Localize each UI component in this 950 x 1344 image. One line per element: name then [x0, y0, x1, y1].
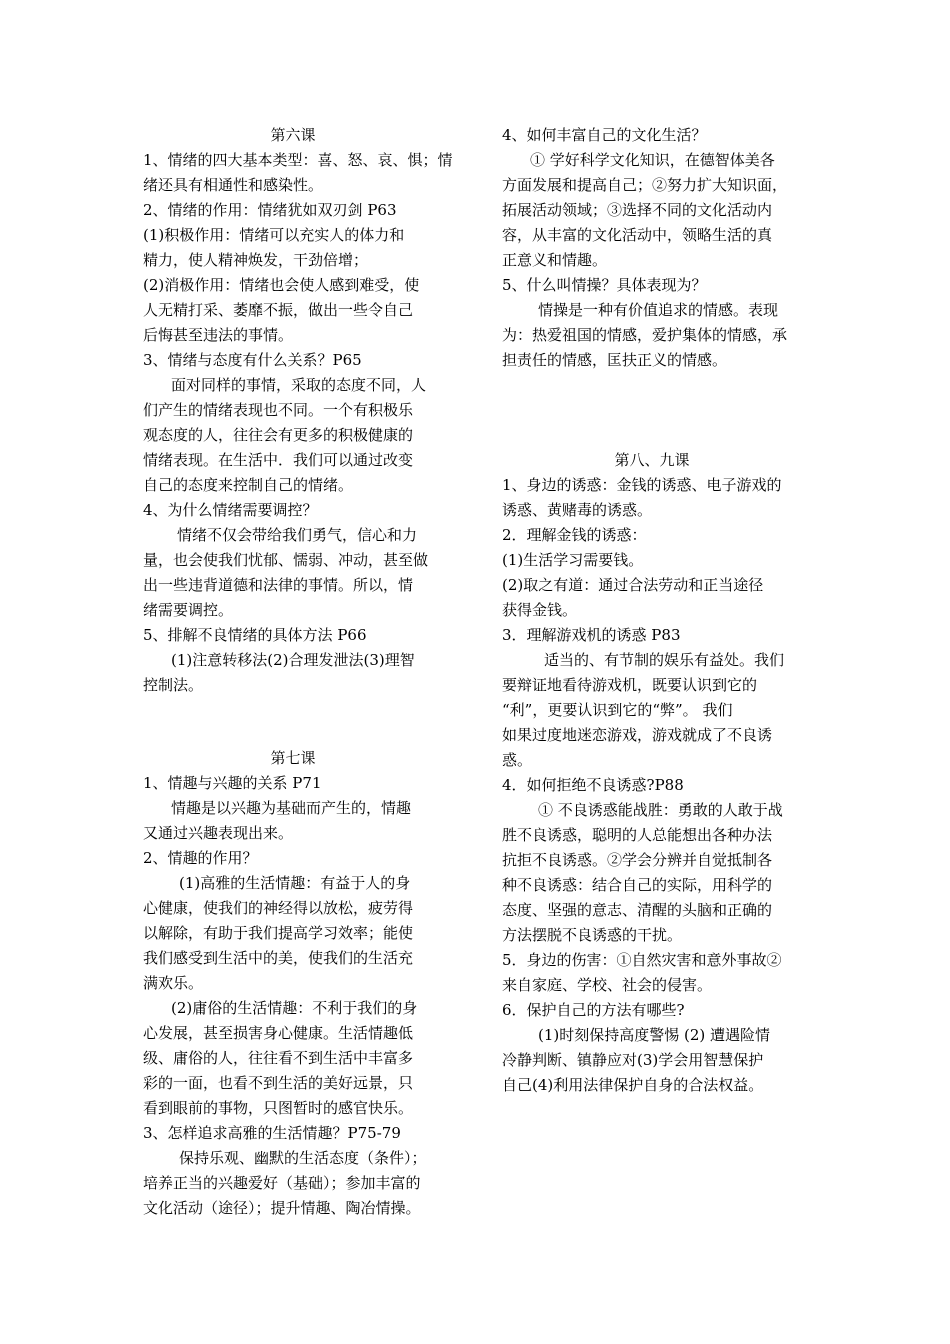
text-line: “利”，更要认识到它的“弊”。 我们: [502, 701, 733, 719]
text-line: 4、为什么情绪需要调控？: [143, 501, 318, 519]
text-line: 6．保护自己的方法有哪些?: [502, 1001, 685, 1019]
text-line: 4、如何丰富自己的文化生活？: [502, 126, 707, 144]
text-line: (2)庸俗的生活情趣：不利于我们的身: [171, 999, 418, 1017]
text-line: 满欢乐。: [143, 974, 204, 992]
text-line: 要辩证地看待游戏机，既要认识到它的: [502, 676, 758, 694]
text-line: 自己的态度来控制自己的情绪。: [143, 476, 354, 494]
text-line: 量，也会使我们忧郁、懦弱、冲动，甚至做: [143, 551, 429, 569]
text-line: 方面发展和提高自己；②努力扩大知识面，: [502, 176, 788, 194]
text-line: 情操是一种有价值追求的情感。表现: [538, 301, 779, 319]
text-line: 我们感受到生活中的美，使我们的生活充: [143, 949, 414, 967]
text-line: 4．如何拒绝不良诱惑?P88: [502, 776, 684, 794]
text-line: (2)取之有道：通过合法劳动和正当途径: [502, 576, 764, 594]
text-line: 精力，使人精神焕发，干劲倍增；: [143, 251, 369, 269]
text-line: (1)时刻保持高度警惕 (2) 遭遇险情: [538, 1026, 771, 1044]
text-line: 冷静判断、镇静应对(3)学会用智慧保护: [502, 1051, 764, 1069]
text-line: 1、情绪的四大基本类型：喜、怒、哀、惧；情: [143, 151, 453, 169]
text-line: 出一些违背道德和法律的事情。所以，情: [143, 576, 414, 594]
text-line: 2、情趣的作用？: [143, 849, 258, 867]
text-line: 们产生的情绪表现也不同。一个有积极乐: [143, 401, 414, 419]
text-line: 为：热爱祖国的情感，爱护集体的情感，承: [502, 326, 788, 344]
text-line: 又通过兴趣表现出来。: [143, 824, 294, 842]
text-line: 绪还具有相通性和感染性。: [143, 176, 324, 194]
text-line: 种不良诱惑：结合自己的实际，用科学的: [502, 876, 773, 894]
lesson-6-title: 第六课: [270, 126, 316, 144]
text-line: 情绪不仅会带给我们勇气，信心和力: [177, 526, 418, 544]
text-line: 观态度的人，往往会有更多的积极健康的: [143, 426, 414, 444]
text-line: 看到眼前的事物，只图暂时的感官快乐。: [143, 1099, 414, 1117]
text-line: 2．理解金钱的诱惑：: [502, 526, 647, 544]
text-line: 3．理解游戏机的诱惑 P83: [502, 626, 681, 644]
text-line: 方法摆脱不良诱惑的干扰。: [502, 926, 683, 944]
text-line: 以解除，有助于我们提高学习效率；能使: [143, 924, 414, 942]
text-line: (1)生活学习需要钱。: [502, 551, 644, 569]
text-line: 文化活动（途径）；提升情趣、陶冶情操。: [143, 1199, 421, 1217]
text-line: 正意义和情趣。: [502, 251, 608, 269]
text-line: 胜不良诱惑，聪明的人总能想出各种办法: [502, 826, 773, 844]
text-line: 来自家庭、学校、社会的侵害。: [502, 976, 713, 994]
text-line: 彩的一面，也看不到生活的美好远景，只: [143, 1074, 414, 1092]
text-line: 拓展活动领域；③选择不同的文化活动内: [502, 201, 773, 219]
text-line: 5、什么叫情操？具体表现为？: [502, 276, 707, 294]
text-line: 自己(4)利用法律保护自身的合法权益。: [502, 1076, 764, 1094]
text-line: 级、庸俗的人，往往看不到生活中丰富多: [143, 1049, 414, 1067]
text-line: (2)消极作用：情绪也会使人感到难受，使: [143, 276, 420, 294]
text-line: 2、情绪的作用：情绪犹如双刃剑 P63: [143, 201, 397, 219]
text-line: 绪需要调控。: [143, 601, 234, 619]
text-line: 3、情绪与态度有什么关系？P65: [143, 351, 362, 369]
text-line: 3、怎样追求高雅的生活情趣？P75-79: [143, 1124, 401, 1142]
text-line: 获得金钱。: [502, 601, 578, 619]
text-line: 培养正当的兴趣爱好（基础）；参加丰富的: [143, 1174, 421, 1192]
text-line: 情绪表现。在生活中．我们可以通过改变: [143, 451, 414, 469]
text-line: 5．身边的伤害：①自然灾害和意外事故②: [502, 951, 782, 969]
text-line: 心发展，甚至损害身心健康。生活情趣低: [143, 1024, 414, 1042]
text-line: 适当的、有节制的娱乐有益处。我们: [544, 651, 785, 669]
text-line: 5、排解不良情绪的具体方法 P66: [143, 626, 367, 644]
text-line: 容，从丰富的文化活动中，领略生活的真: [502, 226, 773, 244]
text-line: 心健康，使我们的神经得以放松，疲劳得: [143, 899, 414, 917]
text-line: (1)高雅的生活情趣：有益于人的身: [179, 874, 411, 892]
lesson-8-9-title: 第八、九课: [614, 451, 690, 469]
text-line: 人无精打采、萎靡不振，做出一些令自己: [143, 301, 414, 319]
text-line: 诱惑、黄赌毒的诱惑。: [502, 501, 653, 519]
text-line: (1)积极作用：情绪可以充实人的体力和: [143, 226, 405, 244]
text-line: 如果过度地迷恋游戏，游戏就成了不良诱: [502, 726, 773, 744]
text-line: 情趣是以兴趣为基础而产生的，情趣: [171, 799, 412, 817]
text-line: 面对同样的事情，采取的态度不同，人: [171, 376, 427, 394]
text-line: 保持乐观、幽默的生活态度（条件）；: [179, 1149, 427, 1167]
text-line: (1)注意转移法(2)合理发泄法(3)理智: [171, 651, 415, 669]
text-line: 控制法。: [143, 676, 204, 694]
text-line: 担责任的情感，匡扶正义的情感。: [502, 351, 728, 369]
text-line: 惑。: [502, 751, 533, 769]
text-line: 抗拒不良诱惑。②学会分辨并自觉抵制各: [502, 851, 773, 869]
text-line: 态度、坚强的意志、清醒的头脑和正确的: [502, 901, 773, 919]
text-line: ① 不良诱惑能战胜：勇敢的人敢于战: [538, 801, 783, 819]
text-line: 后悔甚至违法的事情。: [143, 326, 294, 344]
text-line: 1、身边的诱惑：金钱的诱惑、电子游戏的: [502, 476, 782, 494]
lesson-7-title: 第七课: [270, 749, 316, 767]
text-line: 1、情趣与兴趣的关系 P71: [143, 774, 322, 792]
text-line: ① 学好科学文化知识，在德智体美各: [530, 151, 775, 169]
